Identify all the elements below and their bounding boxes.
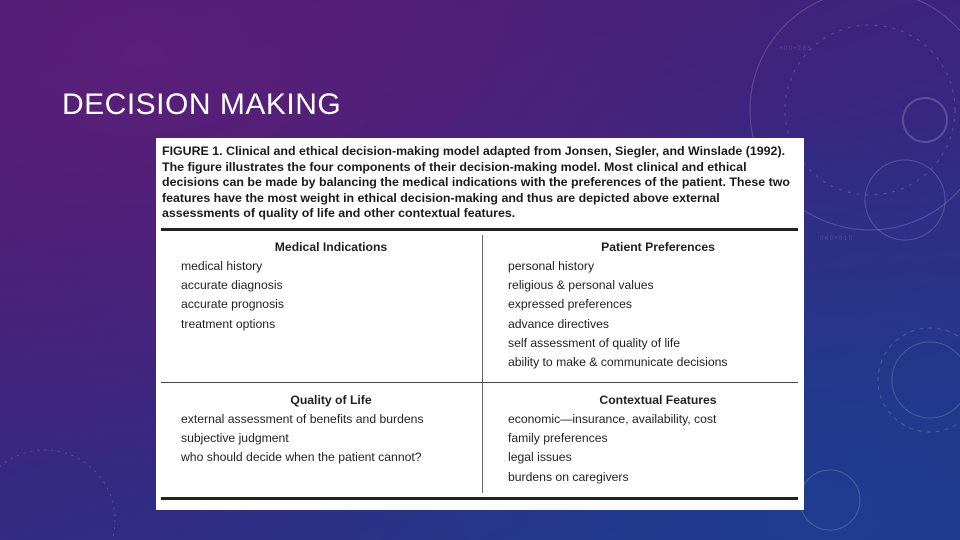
quadrant-item: personal history <box>508 259 595 273</box>
svg-text:0 6 0 • 0 1 0: 0 6 0 • 0 1 0 <box>820 236 853 242</box>
table-vertical-divider <box>482 235 483 493</box>
quadrant-medical-indications <box>181 238 481 334</box>
quadrant-item: burdens on caregivers <box>508 469 629 484</box>
quadrant-item: treatment options <box>181 316 276 331</box>
table-middle-rule <box>161 382 798 383</box>
table-top-rule <box>161 228 798 231</box>
quadrant-item: expressed preferences <box>508 297 632 312</box>
quadrant-item: accurate diagnosis <box>181 278 283 293</box>
quadrant-item: religious & personal values <box>508 278 654 293</box>
quadrant-item: external assessment of benefits and burdens <box>181 412 424 426</box>
quadrant-heading: Patient Preferences <box>601 240 715 254</box>
svg-text:• 0 0 • 2 8 5: • 0 0 • 2 8 5 <box>780 46 811 52</box>
quadrant-patient-preferences <box>508 238 808 372</box>
quadrant-item: subjective judgment <box>181 431 289 446</box>
quadrant-item: ability to make & communicate decisions <box>508 354 728 369</box>
figure-image <box>156 138 804 510</box>
quadrant-item: family preferences <box>508 431 608 446</box>
quadrant-item: self assessment of quality of life <box>508 335 681 350</box>
quadrant-heading: Medical Indications <box>274 240 388 254</box>
quadrant-item: economic—insurance, availability, cost <box>508 412 717 426</box>
quadrant-item: medical history <box>181 259 263 273</box>
quadrant-quality-of-life <box>181 391 481 468</box>
quadrant-heading: Contextual Features <box>599 393 717 407</box>
quadrant-item: legal issues <box>508 450 572 465</box>
quadrant-contextual-features <box>508 391 808 487</box>
quadrant-heading: Quality of Life <box>290 393 372 407</box>
quadrant-item: advance directives <box>508 316 609 331</box>
slide-title: DECISION MAKING <box>62 88 342 121</box>
figure-caption: FIGURE 1. Clinical and ethical decision-making model adapted from Jonsen, Siegler, and Winslade (1992). The figure illustrates the four components of their decision-making model. Most clinical and ethical decisions can be made by balancing the medical indications with the preferences of the patient. These two features have the most weight in ethical decision-making and thus are depicted above external assessments of quality of life and other contextual features. <box>162 144 790 221</box>
quadrant-item: who should decide when the patient cannot? <box>181 450 422 465</box>
table-bottom-rule <box>161 497 798 500</box>
quadrant-item: accurate prognosis <box>181 297 284 312</box>
